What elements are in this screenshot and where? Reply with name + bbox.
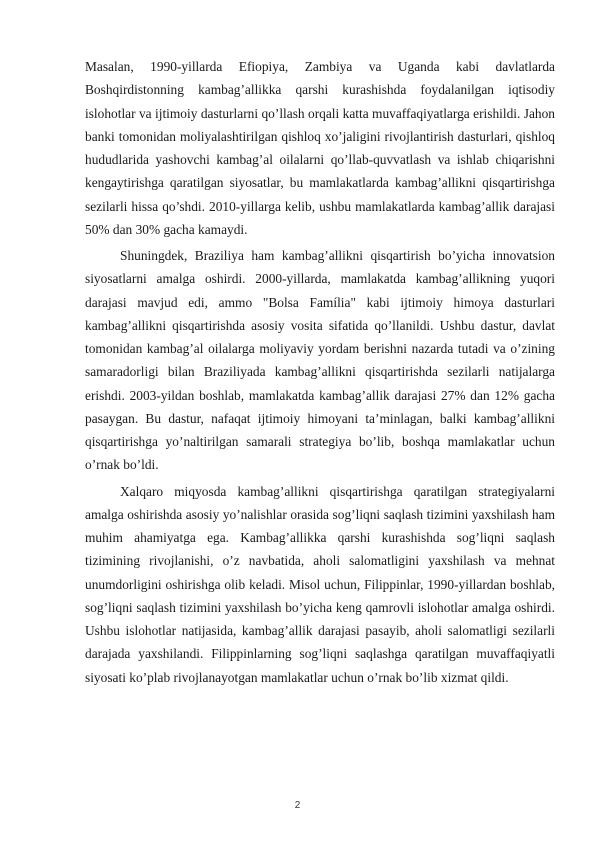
paragraph-international-health: Xalqaro miqyosda kambag’allikni qisqartirishga qaratilgan strategiyalarni amalga oshirishda asosiy yo’nalishlar orasida sog’liqni saqlash tizimini yaxshilash ham muhim ahamiyatga ega. Kambag’allikka qarshi kurashishda sog’liqni saqlash tizimining rivojlanishi, o’z navbatida, aholi salomatligini yaxshilash va mehnat unumdorligini oshirishga olib keladi. Misol uchun, Filippinlar, 1990-yillardan boshlab, sog’liqni saqlash tizimini yaxshilash bo’yicha keng qamrovli islohotlar amalga oshirdi. Ushbu islohotlar natijasida, kambag’allik darajasi pasayib, aholi salomatligi sezilarli darajada yaxshilandi. Filippinlarning sog’liqni saqlashga qaratilgan muvaffaqiyatli siyosati ko’plab rivojlanayotgan mamlakatlar uchun o’rnak bo’lib xizmat qildi. (85, 483, 555, 685)
page-number: 2 (294, 800, 301, 811)
paragraph-brazil: Shuningdek, Braziliya ham kambag’allikni qisqartirish bo’yicha innovatsion siyosatlarni amalga oshirdi. 2000-yillarda, mamlakatda kambag’allikning yuqori darajasi mavjud edi, ammo "Bolsa Família" kabi ijtimoiy himoya dasturlari kambag’allikni qisqartirishda asosiy vosita sifatida qo’llanildi. Ushbu dastur, davlat tomonidan kambag’al oilalarga moliyaviy yordam berishni nazarda tutadi va o’zining samaradorligi bilan Braziliyada kambag’allikni qisqartirishda sezilarli natijalarga erishdi. 2003-yildan boshlab, mamlakatda kambag’allik darajasi 27% dan 12% gacha pasaygan. Bu dastur, nafaqat ijtimoiy himoyani ta’minlagan, balki kambag’allikni qisqartirishga yo’naltirilgan samarali strategiya bo’lib, boshqa mamlakatlar uchun o’rnak bo’ldi. (85, 248, 555, 473)
paragraph-ethiopia-zambia-uganda: Masalan, 1990-yillarda Efiopiya, Zambiya va Uganda kabi davlatlarda Boshqirdistonning kambag’allikka qarshi kurashishda foydalanilgan iqtisodiy islohotlar va ijtimoiy dasturlarni qo’llash orqali katta muvaffaqiyatlarga erishildi. Jahon banki tomonidan moliyalashtirilgan qishloq xo’jaligini rivojlantirish dasturlari, qishloq hududlarida yashovchi kambag’al oilalarni qo’llab-quvvatlash va ishlab chiqarishni kengaytirishga qaratilgan siyosatlar, bu mamlakatlarda kambag’allikni qisqartirishga sezilarli hissa qo’shdi. 2010-yillarga kelib, ushbu mamlakatlarda kambag’allik darajasi 50% dan 30% gacha kamaydi. (85, 59, 555, 237)
document-body (85, 55, 555, 689)
